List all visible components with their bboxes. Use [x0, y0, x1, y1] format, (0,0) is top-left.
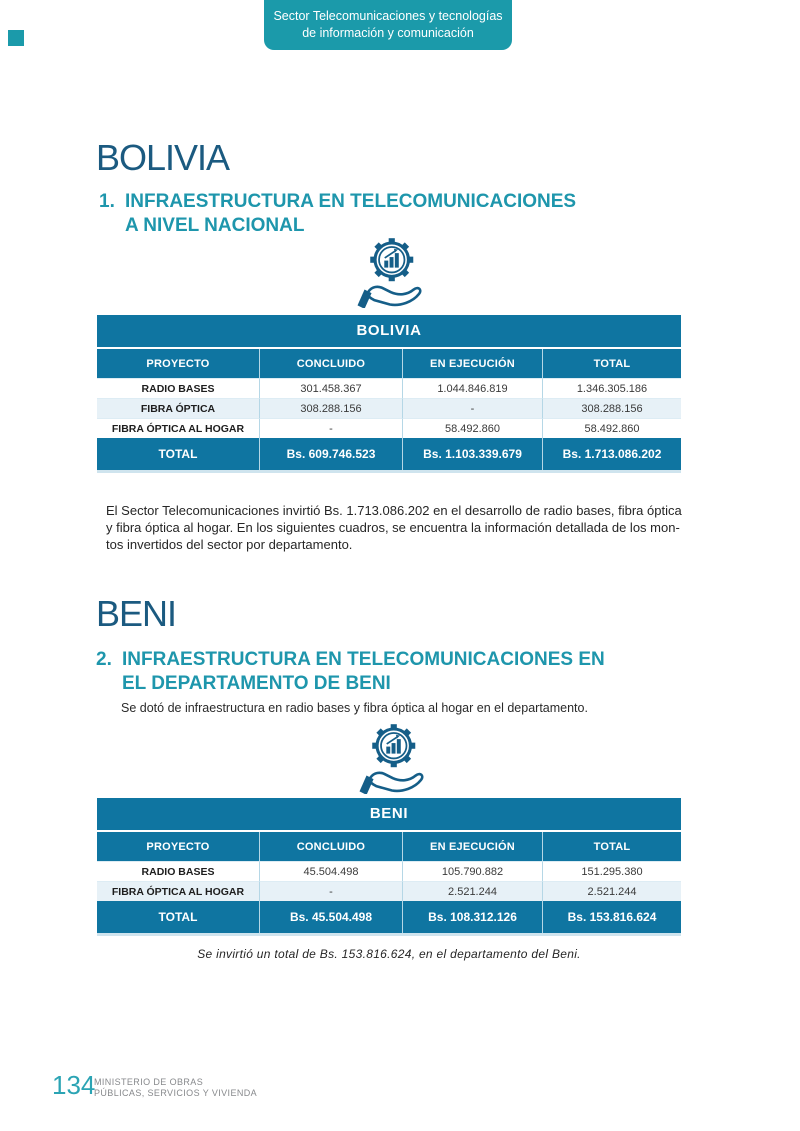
hand-gear-chart-icon — [346, 236, 434, 308]
column-header: EN EJECUCIÓN — [402, 349, 542, 378]
cell-value: 1.044.846.819 — [402, 378, 542, 398]
sector-header-line2: de información y comunicación — [302, 26, 474, 40]
cell-value: 308.288.156 — [259, 398, 402, 418]
bolivia-table-total-row — [97, 438, 681, 470]
column-header: PROYECTO — [146, 358, 210, 370]
beni-heading-number: 2. — [96, 649, 112, 670]
sector-header-line1: Sector Telecomunicaciones y tecnologías — [273, 9, 503, 23]
column-header: CONCLUIDO — [259, 349, 402, 378]
cell-value: 58.492.860 — [542, 418, 681, 438]
sector-header-badge — [264, 0, 512, 50]
cell-value: 1.346.305.186 — [542, 378, 681, 398]
corner-marker — [8, 30, 24, 46]
page-number: 134 — [52, 1070, 96, 1100]
table-bottom-strip — [97, 470, 681, 473]
beni-intro-text: Se dotó de infraestructura en radio bases y fibra óptica al hogar en el departamento. — [121, 701, 588, 715]
total-value: Bs. 1.103.339.679 — [402, 438, 542, 470]
total-label: TOTAL — [158, 910, 198, 924]
bolivia-summary-paragraph: El Sector Telecomunicaciones invirtió Bs. 1.713.086.202 en el desarrollo de radio bases, fibra óptica y fibra óptica al hogar. En los siguientes cuadros, se encuentra la información detallada de los mon- tos invertidos del sector por departamento. — [106, 503, 682, 552]
column-header: TOTAL — [542, 832, 681, 861]
column-header: TOTAL — [542, 349, 681, 378]
cell-value: 58.492.860 — [402, 418, 542, 438]
table-row — [97, 418, 681, 438]
beni-section-title: BENI — [96, 593, 177, 634]
cell-value: 2.521.244 — [402, 881, 542, 901]
bolivia-table — [97, 315, 681, 473]
row-label: FIBRA ÓPTICA AL HOGAR — [97, 881, 259, 901]
beni-table-title: BENI — [97, 798, 681, 830]
row-label: RADIO BASES — [97, 378, 259, 398]
beni-heading-text: INFRAESTRUCTURA EN TELECOMUNICACIONES EN EL DEPARTAMENTO DE BENI — [122, 649, 605, 694]
beni-table-header-row — [97, 830, 681, 861]
total-value: Bs. 45.504.498 — [259, 901, 402, 933]
bolivia-section-title: BOLIVIA — [96, 137, 230, 178]
table-row — [97, 861, 681, 881]
beni-table — [97, 798, 681, 936]
cell-value: 105.790.882 — [402, 861, 542, 881]
bolivia-table-title: BOLIVIA — [97, 315, 681, 347]
bolivia-heading — [99, 190, 576, 238]
total-value: Bs. 1.713.086.202 — [542, 438, 681, 470]
table-row — [97, 378, 681, 398]
hand-gear-chart-icon-svg — [346, 236, 434, 308]
cell-value: - — [259, 418, 402, 438]
bolivia-table-header-row — [97, 347, 681, 378]
cell-value: 151.295.380 — [542, 861, 681, 881]
column-header: PROYECTO — [146, 841, 210, 853]
total-value: Bs. 609.746.523 — [259, 438, 402, 470]
total-label: TOTAL — [158, 447, 198, 461]
cell-value: 301.458.367 — [259, 378, 402, 398]
column-header: CONCLUIDO — [259, 832, 402, 861]
beni-heading — [96, 648, 605, 696]
beni-table-total-row — [97, 901, 681, 933]
row-label: FIBRA ÓPTICA — [97, 398, 259, 418]
cell-value: - — [259, 881, 402, 901]
bolivia-heading-text: INFRAESTRUCTURA EN TELECOMUNICACIONES A NIVEL NACIONAL — [125, 191, 577, 236]
table-row — [97, 398, 681, 418]
cell-value: 45.504.498 — [259, 861, 402, 881]
row-label: RADIO BASES — [97, 861, 259, 881]
table-row — [97, 881, 681, 901]
total-value: Bs. 153.816.624 — [542, 901, 681, 933]
hand-gear-chart-icon — [348, 722, 436, 794]
bolivia-heading-number: 1. — [99, 191, 115, 212]
cell-value: 2.521.244 — [542, 881, 681, 901]
column-header: EN EJECUCIÓN — [402, 832, 542, 861]
hand-gear-chart-icon-svg — [348, 722, 436, 794]
beni-total-caption: Se invirtió un total de Bs. 153.816.624, en el departamento del Beni. — [197, 947, 581, 961]
table-bottom-strip — [97, 933, 681, 936]
ministry-footer: MINISTERIO DE OBRAS PÚBLICAS, SERVICIOS Y VIVIENDA — [94, 1077, 258, 1098]
cell-value: 308.288.156 — [542, 398, 681, 418]
total-value: Bs. 108.312.126 — [402, 901, 542, 933]
cell-value: - — [402, 398, 542, 418]
row-label: FIBRA ÓPTICA AL HOGAR — [97, 418, 259, 438]
